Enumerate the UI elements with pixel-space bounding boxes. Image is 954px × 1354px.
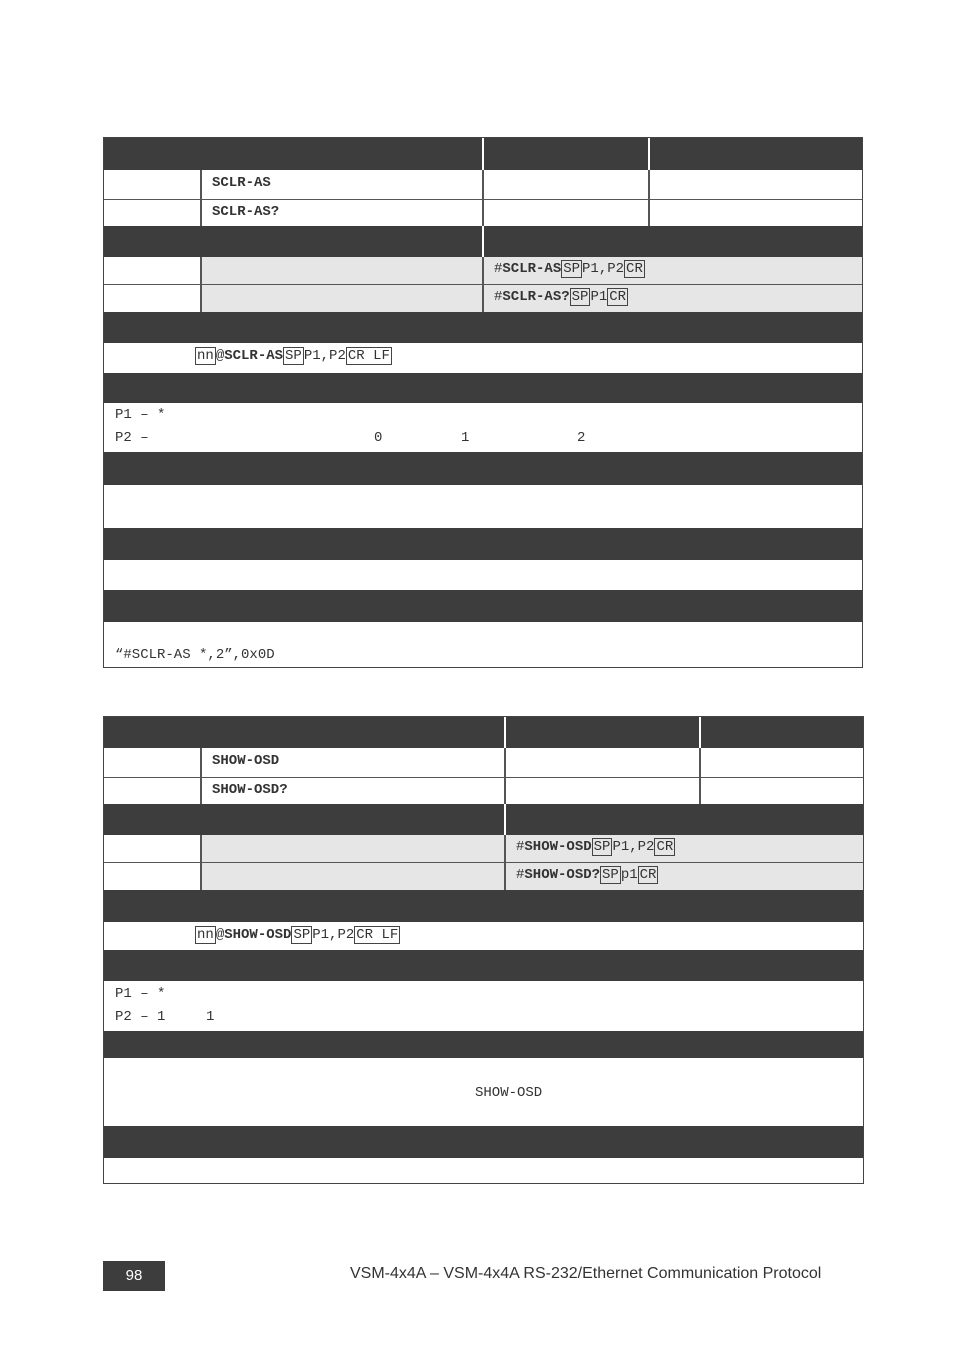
set-syntax-row xyxy=(104,835,863,862)
example-row xyxy=(104,622,862,668)
param-p2: P2 – xyxy=(115,430,149,446)
example-row xyxy=(104,1158,863,1184)
param-p1: P1 – * xyxy=(115,407,166,423)
set-syntax: #SCLR-AS SP P1,P2 CR xyxy=(482,257,862,284)
set-syntax: #SHOW-OSD SP P1,P2 CR xyxy=(504,835,863,862)
param-p2-value: 1 xyxy=(206,1009,215,1025)
command-table-sclr-as xyxy=(103,137,863,668)
param-p2-value-2: 2 xyxy=(577,430,586,446)
param-p2-value-0: 0 xyxy=(374,430,383,446)
notes-row xyxy=(104,560,862,590)
footer-title: VSM-4x4A – VSM-4x4A RS-232/Ethernet Communication Protocol xyxy=(350,1265,822,1282)
command-table-show-osd xyxy=(103,716,864,1184)
response-triggers-row xyxy=(104,485,862,528)
set-command-name: SCLR-AS xyxy=(200,170,483,199)
get-command-name: SHOW-OSD? xyxy=(200,778,505,804)
get-command-name: SCLR-AS? xyxy=(200,200,483,226)
example-header-row xyxy=(104,1126,863,1158)
set-command-row xyxy=(104,170,862,199)
get-syntax-row xyxy=(104,284,862,312)
notes-text: SHOW-OSD xyxy=(475,1085,543,1101)
param-p2: P2 – 1 xyxy=(115,1009,166,1025)
param-p1: P1 – * xyxy=(115,986,166,1002)
get-syntax: #SCLR-AS? SP P1 CR xyxy=(482,285,862,312)
notes-header-row xyxy=(104,528,862,560)
response-syntax: nn @SHOW-OSD SP P1,P2 CR LF xyxy=(197,927,399,943)
response-header-row xyxy=(104,312,862,343)
get-syntax-row xyxy=(104,862,863,890)
example-text: “#SCLR-AS *,2”,0x0D xyxy=(115,647,275,663)
table-header-row xyxy=(104,138,862,170)
table-header-row xyxy=(104,717,863,748)
response-triggers-header-row xyxy=(104,1031,863,1058)
param-p2-value-1: 1 xyxy=(461,430,470,446)
response-header-row xyxy=(104,890,863,922)
response-syntax: nn @SCLR-AS SP P1,P2 CR LF xyxy=(197,348,390,364)
response-row xyxy=(104,343,862,371)
example-header-row xyxy=(104,590,862,622)
set-command-name: SHOW-OSD xyxy=(200,748,505,777)
get-command-row xyxy=(104,199,862,226)
get-syntax: #SHOW-OSD? SP p1 CR xyxy=(504,863,863,890)
response-row xyxy=(104,922,863,950)
syntax-header-row xyxy=(104,226,862,257)
set-syntax-row xyxy=(104,257,862,284)
page-number: 98 xyxy=(103,1261,165,1291)
parameters-row xyxy=(104,403,862,452)
get-command-row xyxy=(104,777,863,804)
parameters-row xyxy=(104,981,863,1031)
response-triggers-header-row xyxy=(104,452,862,485)
set-command-row xyxy=(104,748,863,777)
syntax-header-row xyxy=(104,804,863,835)
notes-row xyxy=(104,1058,863,1126)
parameters-header-row xyxy=(104,950,863,981)
parameters-header-row xyxy=(104,373,862,403)
